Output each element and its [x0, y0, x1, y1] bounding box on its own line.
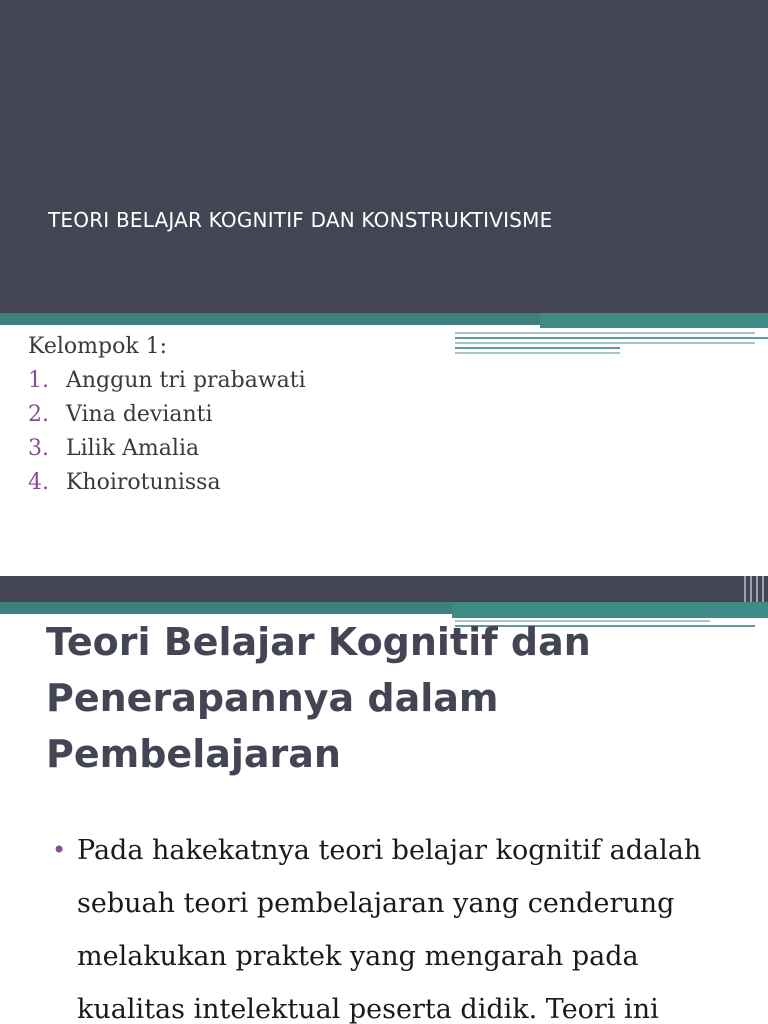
text-line: Pada hakekatnya teori belajar kognitif adalah — [77, 835, 702, 866]
member-item — [28, 466, 306, 500]
decor-vstripe — [750, 576, 752, 602]
decor-stripe — [455, 332, 755, 334]
member-number: 1. — [28, 368, 49, 393]
member-name: Lilik Amalia — [66, 436, 200, 461]
member-item — [28, 432, 306, 466]
heading-line: Teori Belajar Kognitif dan — [46, 620, 591, 664]
top-banner — [0, 576, 768, 602]
decor-vstripe — [756, 576, 758, 602]
decor-stripe — [455, 337, 768, 339]
text-line: melakukan praktek yang mengarah pada — [77, 941, 639, 972]
member-number: 4. — [28, 470, 49, 495]
heading-line: Pembelajaran — [46, 732, 341, 776]
text-line: kualitas intelektual peserta didik. Teori ini — [77, 994, 659, 1024]
member-list — [28, 364, 306, 500]
decor-stripe — [455, 352, 620, 354]
bullet-marker: • — [52, 836, 67, 864]
decor-stripe — [455, 342, 755, 344]
text-line: sebuah teori pembelajaran yang cenderung — [77, 888, 675, 919]
decor-stripe — [455, 347, 620, 349]
member-item — [28, 398, 306, 432]
title-banner — [0, 0, 768, 313]
decor-vstripe — [762, 576, 764, 602]
slide-heading — [46, 614, 746, 782]
decor-vstripe — [744, 576, 746, 602]
teal-band-accent — [540, 313, 768, 328]
content-slide — [0, 576, 768, 1024]
slide-title: TEORI BELAJAR KOGNITIF DAN KONSTRUKTIVISME — [48, 208, 553, 232]
bullet-list — [52, 824, 752, 1024]
group-block — [28, 330, 306, 500]
member-number: 2. — [28, 402, 49, 427]
member-item — [28, 364, 306, 398]
member-name: Khoirotunissa — [66, 470, 221, 495]
member-name: Vina devianti — [66, 402, 213, 427]
bullet-text — [77, 824, 701, 1024]
bullet-item — [52, 824, 752, 1024]
heading-line: Penerapannya dalam — [46, 676, 499, 720]
group-label: Kelompok 1: — [28, 334, 168, 359]
member-name: Anggun tri prabawati — [66, 368, 306, 393]
member-number: 3. — [28, 436, 49, 461]
